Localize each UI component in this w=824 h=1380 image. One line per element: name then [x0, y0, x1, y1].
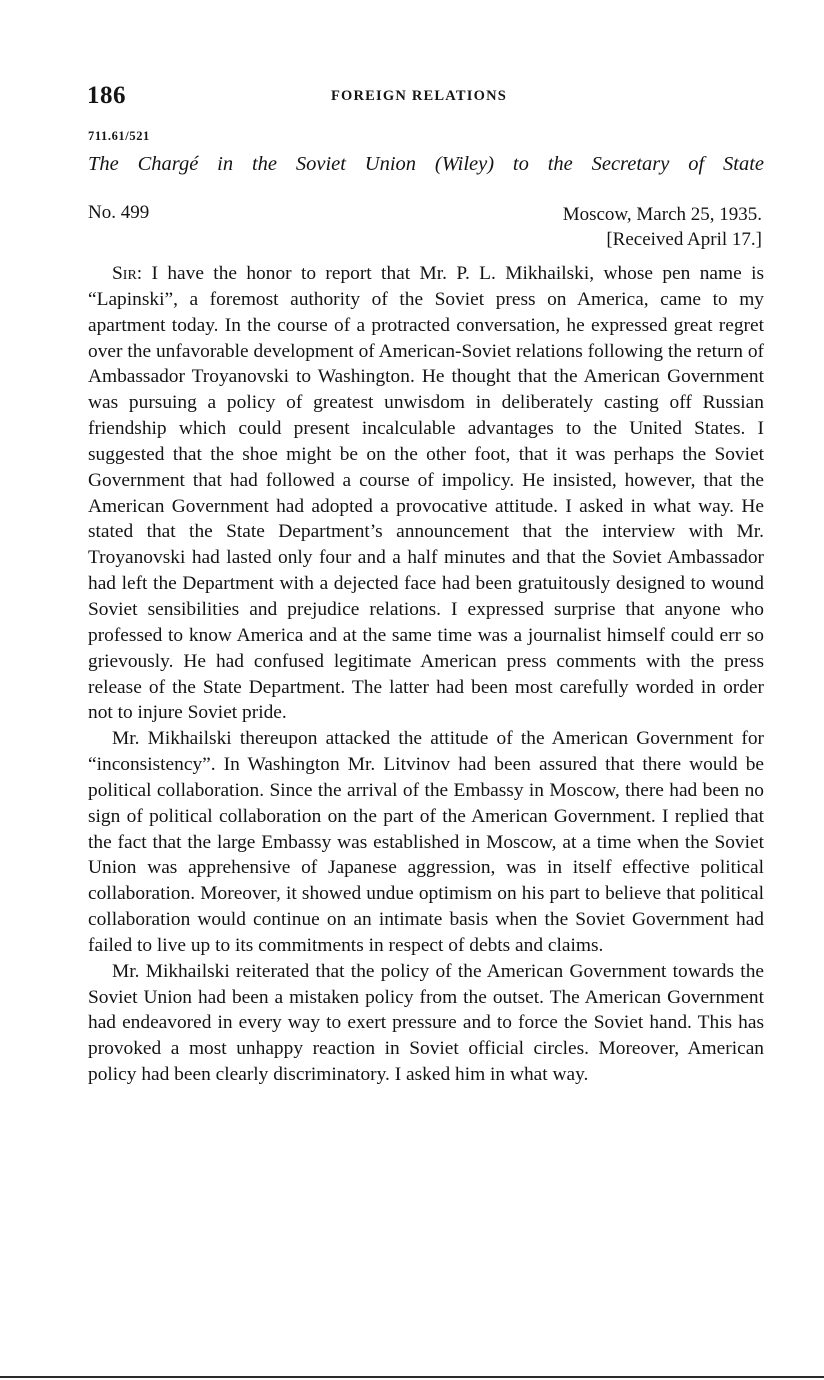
place-date: Moscow, March 25, 1935.: [562, 204, 762, 225]
letter-body: [88, 261, 764, 1088]
file-number: 711.61/521: [88, 129, 150, 143]
paragraph-text: I have the honor to report that Mr. P. L. Mikhailski, whose pen name is “Lapinski”, a foremost authority of the Soviet press on America, came to my apartment today. In the course of a protracted conversation, he expressed great regret over the unfavorable development of American-Soviet relations following the return of Ambassador Troyanovski to Washington. He thought that the American Government was pursuing a policy of greatest unwisdom in deliberately casting off Russian friendship which could present incalculable advantages to the United States. I suggested that the shoe might be on the other foot, that it was perhaps the Soviet Government that had followed a course of impolicy. He insisted, however, that the American Government had adopted a provocative attitude. I asked in what way. He stated that the State Department’s announcement that the interview with Mr. Troyanovski had lasted only four and a half minutes and that the Soviet Ambassador had left the Department with a dejected face had been gratuitously designed to wound Soviet sensibilities and prejudice relations. I expressed surprise that anyone who professed to know America and at the same time was a journalist himself could err so grievously. He had confused legitimate American press comments with the press release of the State Department. The latter had been most carefully worded in order not to injure Soviet pride.: [88, 263, 764, 724]
despatch-number: No. 499: [88, 202, 150, 223]
salutation: Sir:: [112, 263, 143, 284]
running-head: FOREIGN RELATIONS: [330, 88, 508, 104]
paragraph: [88, 261, 764, 726]
document-title: The Chargé in the Soviet Union (Wiley) to the Secretary of State: [88, 153, 764, 175]
paragraph: Mr. Mikhailski thereupon attacked the attitude of the American Government for “inconsistency”. In Washington Mr. Litvinov had been assured that there would be political collaboration. Since the arrival of the Embassy in Moscow, there had been no sign of political collaboration on the part of the American Government. I replied that the fact that the large Embassy was established in Moscow, at a time when the Soviet Union was apprehensive of Japanese aggression, was in itself effective political collaboration. Moreover, it showed undue optimism on his part to believe that political collaboration would continue on an intimate basis when the Soviet Government had failed to live up to its commitments in respect of debts and claims.: [88, 728, 764, 956]
page-number: 186: [87, 82, 126, 109]
received-date: [Received April 17.]: [606, 229, 762, 250]
paragraph: Mr. Mikhailski reiterated that the policy of the American Government towards the Soviet Union had been a mistaken policy from the outset. The American Government had endeavored in every way to exert pressure and to force the Soviet hand. This has provoked a most unhappy reaction in Soviet official circles. Moreover, American policy had been clearly discriminatory. I asked him in what way.: [88, 960, 764, 1086]
bottom-rule: [0, 1376, 824, 1378]
dateline: [563, 202, 762, 252]
